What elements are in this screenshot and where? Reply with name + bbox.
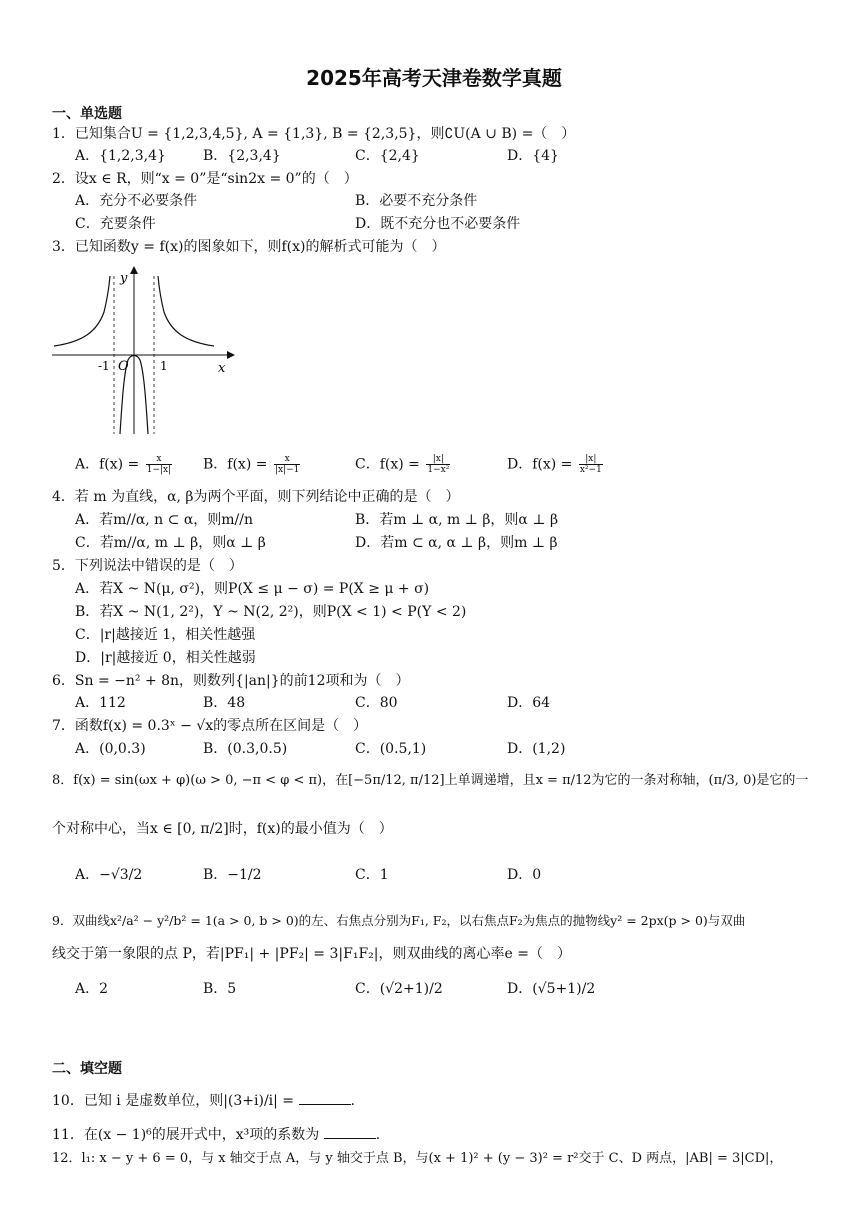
- question-3-option-c: C．f(x) = $\frac{|x|}{\text{1−x²}}$: [355, 454, 450, 475]
- question-9-stem-line-1: 9．双曲线x²/a² − y²/b² = 1(a > 0, b > 0)的左、右焦点分别为F₁, F₂，以右焦点F₂为焦点的抛物线y² = 2px(p > 0)与双曲: [52, 913, 746, 928]
- question-5-option-c: C．|r|越接近 1，相关性越强: [75, 627, 256, 643]
- page-title: 2025年高考天津卷数学真题: [306, 66, 562, 90]
- question-1-stem: 1．已知集合U = {1,2,3,4,5}, A = {1,3}, B = {2,3,5}，则∁U(A ∪ B) =（ ）: [52, 126, 576, 142]
- question-6-stem: 6．Sn = −n² + 8n，则数列{|an|}的前12项和为（ ）: [52, 673, 410, 689]
- answer-blank: [324, 1126, 376, 1139]
- question-7-option-b: B．(0.3,0.5): [203, 741, 288, 757]
- question-7-option-a: A．(0,0.3): [75, 741, 146, 757]
- section-heading-single-choice: 一、单选题: [52, 106, 122, 122]
- origin-label: O: [118, 359, 129, 374]
- answer-blank: [299, 1092, 351, 1105]
- question-2-stem: 2．设x ∈ R，则“x = 0”是“sin2x = 0”的（ ）: [52, 171, 358, 187]
- curve-right-branch: [158, 276, 214, 346]
- question-5-option-b: B．若X ~ N(1, 2²)，Y ~ N(2, 2²)，则P(X < 1) < P(Y < 2): [75, 604, 467, 620]
- question-8-stem-line-2: 个对称中心，当x ∈ [0, π/2]时，f(x)的最小值为（ ）: [52, 821, 393, 837]
- question-2-option-b: B．必要不充分条件: [355, 193, 478, 209]
- question-1-option-d: D．{4}: [507, 148, 559, 164]
- question-11: 11．在(x − 1)⁶的展开式中，x³项的系数为 .: [52, 1127, 381, 1143]
- question-10: 10．已知 i 是虚数单位，则|(3+i)/i| = .: [52, 1093, 355, 1109]
- question-8-option-a: A．−√3/2: [75, 867, 143, 883]
- question-8-option-d: D．0: [507, 867, 542, 883]
- question-11-stem: 11．在(x − 1)⁶的展开式中，x³项的系数为: [52, 1127, 320, 1143]
- question-9-option-a: A．2: [75, 981, 109, 997]
- question-7-option-c: C．(0.5,1): [355, 741, 427, 757]
- y-axis-label: y: [120, 271, 128, 286]
- question-9-stem-line-2: 线交于第一象限的点 P，若|PF₁| + |PF₂| = 3|F₁F₂|，则双曲线的离心率e =（ ）: [52, 946, 571, 962]
- question-5-option-a: A．若X ~ N(μ, σ²)，则P(X ≤ μ − σ) = P(X ≥ μ + σ): [75, 581, 430, 597]
- question-4-option-b: B．若m ⊥ α, m ⊥ β，则α ⊥ β: [355, 512, 559, 528]
- question-6-option-a: A．112: [75, 695, 126, 711]
- question-9-option-c: C．(√2+1)/2: [355, 981, 443, 997]
- curve-left-branch: [54, 276, 110, 346]
- question-6-option-d: D．64: [507, 695, 551, 711]
- question-6-option-b: B．48: [203, 695, 246, 711]
- question-7-stem: 7．函数f(x) = 0.3ˣ − √x的零点所在区间是（ ）: [52, 718, 368, 734]
- question-1-option-c: C．{2,4}: [355, 148, 420, 164]
- question-8-option-b: B．−1/2: [203, 867, 262, 883]
- question-3-option-b: B．f(x) = $\frac{x}{|x|-1}$: [203, 454, 300, 475]
- x-axis-arrow: [227, 351, 235, 359]
- question-8-stem-line-1: 8．f(x) = sin(ωx + φ)(ω > 0, −π < φ < π)，在[−5π/12, π/12]上单调递增，且x = π/12为它的一条对称轴，(π/3, 0)是它的一: [52, 773, 809, 788]
- question-10-stem: 10．已知 i 是虚数单位，则|(3+i)/i| =: [52, 1093, 295, 1109]
- tick-label-neg-one: -1: [98, 359, 110, 373]
- question-2-option-c: C．充要条件: [75, 216, 156, 232]
- question-5-option-d: D．|r|越接近 0，相关性越弱: [75, 650, 256, 666]
- tick-label-one: 1: [160, 359, 168, 373]
- question-12-stem: 12．l₁: x − y + 6 = 0，与 x 轴交于点 A，与 y 轴交于点 B，与(x + 1)² + (y − 3)² = r²交于 C、D 两点，|AB| = 3|CD|，: [52, 1151, 783, 1166]
- question-6-option-c: C．80: [355, 695, 398, 711]
- question-8-option-c: C．1: [355, 867, 389, 883]
- question-5-stem: 5．下列说法中错误的是（ ）: [52, 558, 243, 574]
- question-3-option-d: D．f(x) = $\frac{|x|}{\text{x²−1}}$: [507, 454, 602, 475]
- question-9-option-d: D．(√5+1)/2: [507, 981, 596, 997]
- function-graph: [52, 262, 237, 437]
- question-7-option-d: D．(1,2): [507, 741, 566, 757]
- question-2-option-d: D．既不充分也不必要条件: [355, 216, 521, 232]
- question-3-option-a: A．f(x) = $\frac{x}{1-|x|}$: [75, 454, 172, 475]
- question-4-option-c: C．若m//α, m ⊥ β，则α ⊥ β: [75, 535, 266, 551]
- y-axis-arrow: [130, 266, 138, 274]
- question-4-stem: 4．若 m 为直线，α, β为两个平面，则下列结论中正确的是（ ）: [52, 489, 460, 505]
- question-9-option-b: B．5: [203, 981, 237, 997]
- question-4-option-d: D．若m ⊂ α, α ⊥ β，则m ⊥ β: [355, 535, 558, 551]
- section-heading-fill-in: 二、填空题: [52, 1061, 122, 1077]
- question-2-option-a: A．充分不必要条件: [75, 193, 198, 209]
- question-1-option-b: B．{2,3,4}: [203, 148, 281, 164]
- x-axis-label: x: [218, 361, 226, 376]
- question-1-option-a: A．{1,2,3,4}: [75, 148, 166, 164]
- question-3-stem: 3．已知函数y = f(x)的图象如下，则f(x)的解析式可能为（ ）: [52, 239, 446, 255]
- question-4-option-a: A．若m//α, n ⊂ α，则m//n: [75, 512, 254, 528]
